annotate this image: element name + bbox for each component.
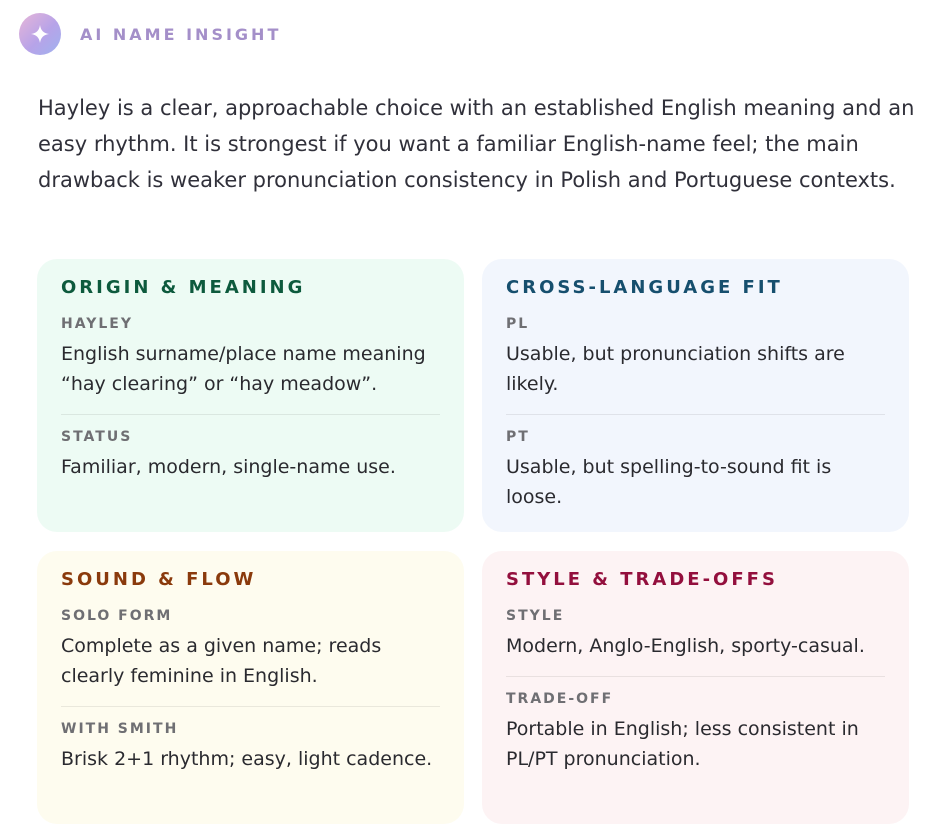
insight-title: AI NAME INSIGHT [80, 24, 282, 44]
section-pt [506, 414, 885, 512]
section-label: HAYLEY [61, 316, 133, 332]
section-text: Familiar, modern, single-name use. [61, 456, 396, 478]
section-with-smith [61, 706, 440, 774]
section-solo-form [61, 608, 440, 691]
section-trade-off [506, 676, 885, 774]
section-hayley [61, 316, 440, 399]
section-pl [506, 316, 885, 399]
sparkle-icon [19, 13, 61, 55]
section-text: Modern, Anglo-English, sporty-casual. [506, 635, 865, 657]
section-label: WITH SMITH [61, 721, 179, 737]
card-sound-flow [37, 551, 464, 824]
card-cross-language-fit [482, 259, 909, 532]
section-label: STATUS [61, 429, 133, 445]
section-text: Portable in English; less consistent in PL/PT pronunciation. [506, 718, 859, 770]
section-label: PT [506, 429, 530, 445]
card-origin-meaning [37, 259, 464, 532]
insight-header [19, 13, 281, 55]
section-text: Brisk 2+1 rhythm; easy, light cadence. [61, 748, 433, 770]
card-title: ORIGIN & MEANING [61, 277, 306, 298]
insight-summary: Hayley is a clear, approachable choice with an established English meaning and an easy rhythm. It is strongest if you want a familiar English-name feel; the main drawback is weaker pronunciation consistency in Polish and Portuguese contexts. [38, 96, 915, 192]
card-title: SOUND & FLOW [61, 569, 257, 590]
section-text: English surname/place name meaning “hay clearing” or “hay meadow”. [61, 343, 426, 395]
section-text: Complete as a given name; reads clearly feminine in English. [61, 635, 382, 687]
section-text: Usable, but pronunciation shifts are likely. [506, 343, 845, 395]
section-label: SOLO FORM [61, 608, 173, 624]
section-label: STYLE [506, 608, 565, 624]
section-label: TRADE-OFF [506, 691, 614, 707]
section-text: Usable, but spelling-to-sound fit is loose. [506, 456, 832, 508]
card-title: CROSS-LANGUAGE FIT [506, 277, 783, 298]
card-style-trade-offs [482, 551, 909, 824]
section-label: PL [506, 316, 530, 332]
card-title: STYLE & TRADE-OFFS [506, 569, 778, 590]
section-status [61, 414, 440, 482]
section-style [506, 608, 885, 661]
